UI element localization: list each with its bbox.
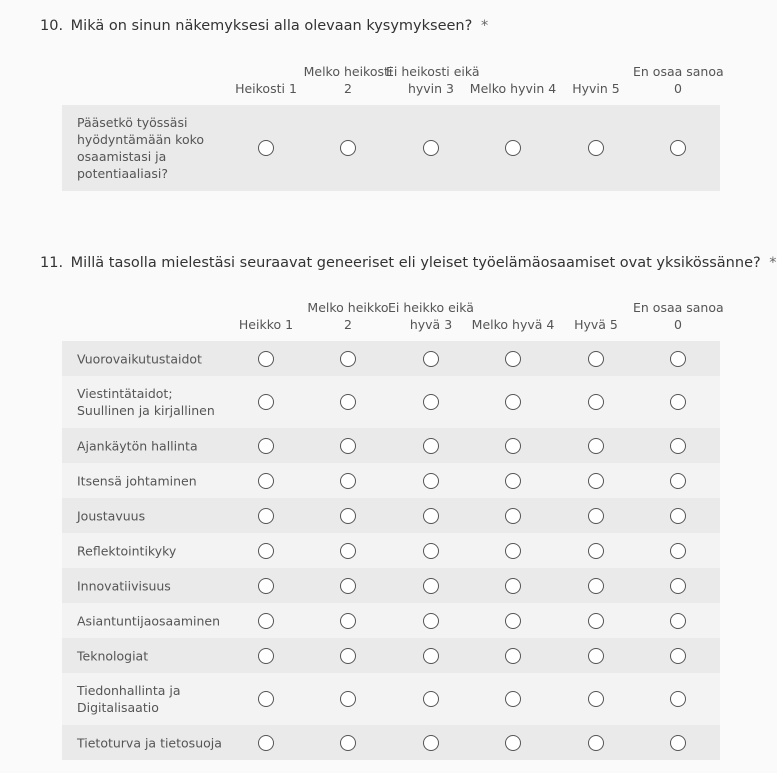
column-header-line2: Melko hyvin 4 (469, 81, 557, 96)
radio-option-5[interactable] (588, 140, 604, 156)
radio-option-2[interactable] (340, 578, 356, 594)
radio-option-6[interactable] (670, 543, 686, 559)
row-label: Ajankäytön hallinta (77, 438, 198, 453)
radio-option-3[interactable] (423, 578, 439, 594)
radio-option-4[interactable] (505, 543, 521, 559)
column-header-line2: 2 (344, 81, 352, 96)
radio-option-2[interactable] (340, 648, 356, 664)
radio-option-1[interactable] (258, 394, 274, 410)
radio-option-5[interactable] (588, 578, 604, 594)
question-11-title (40, 255, 777, 271)
radio-option-1[interactable] (258, 351, 274, 367)
radio-option-3[interactable] (423, 691, 439, 707)
column-header-4 (468, 299, 558, 333)
radio-option-1[interactable] (258, 613, 274, 629)
radio-option-4[interactable] (505, 394, 521, 410)
matrix-row (62, 376, 720, 428)
matrix-row (62, 463, 720, 498)
column-header-line2: 2 (344, 317, 352, 332)
row-label: Viestintätaidot; Suullinen ja kirjallinen (77, 386, 215, 418)
question-text: Millä tasolla mielestäsi seuraavat geneeriset eli yleiset työelämäosaamiset ovat yksikössänne? (70, 255, 761, 271)
column-header-line1: Melko heikko (307, 300, 389, 315)
row-label: Teknologiat (77, 648, 149, 663)
column-header-2 (303, 63, 393, 97)
column-header-1 (221, 299, 311, 333)
radio-option-3[interactable] (423, 351, 439, 367)
column-header-line2: hyvä 3 (409, 317, 453, 332)
radio-option-1[interactable] (258, 508, 274, 524)
column-header-line1: Melko heikosti (303, 64, 393, 79)
column-header-line1 (551, 299, 641, 316)
column-header-line2: 0 (674, 81, 682, 96)
radio-option-4[interactable] (505, 691, 521, 707)
question-text: Mikä on sinun näkemyksesi alla olevaan kysymykseen? (70, 18, 473, 34)
column-header-2 (303, 299, 393, 333)
column-header-line2: Heikko 1 (238, 317, 294, 332)
radio-option-6[interactable] (670, 648, 686, 664)
radio-option-2[interactable] (340, 473, 356, 489)
radio-option-6[interactable] (670, 351, 686, 367)
column-header-3 (386, 299, 476, 333)
radio-option-5[interactable] (588, 648, 604, 664)
radio-option-4[interactable] (505, 351, 521, 367)
matrix-row (62, 673, 720, 725)
column-header-6 (633, 63, 723, 97)
matrix-row (62, 603, 720, 638)
radio-option-1[interactable] (258, 473, 274, 489)
row-label: Tiedonhallinta ja Digitalisaatio (77, 683, 181, 715)
column-header-line1: Ei heikosti eikä (386, 64, 480, 79)
radio-option-5[interactable] (588, 438, 604, 454)
radio-option-6[interactable] (670, 394, 686, 410)
radio-option-3[interactable] (423, 648, 439, 664)
radio-option-2[interactable] (340, 735, 356, 751)
radio-option-3[interactable] (423, 613, 439, 629)
radio-option-6[interactable] (670, 140, 686, 156)
radio-option-4[interactable] (505, 140, 521, 156)
question-number: 10. (40, 18, 64, 34)
matrix-row (62, 341, 720, 376)
column-header-4 (468, 63, 558, 97)
radio-option-5[interactable] (588, 543, 604, 559)
radio-option-3[interactable] (423, 543, 439, 559)
matrix-row (62, 498, 720, 533)
radio-option-1[interactable] (258, 735, 274, 751)
column-header-line1: En osaa sanoa (633, 64, 724, 79)
radio-option-4[interactable] (505, 473, 521, 489)
radio-option-1[interactable] (258, 691, 274, 707)
radio-option-5[interactable] (588, 691, 604, 707)
column-header-line2: 0 (674, 317, 682, 332)
row-label: Innovatiivisuus (77, 578, 171, 593)
radio-option-6[interactable] (670, 691, 686, 707)
required-asterisk: * (769, 255, 777, 271)
radio-option-2[interactable] (340, 691, 356, 707)
column-header-line2: Heikosti 1 (235, 81, 297, 96)
radio-option-3[interactable] (423, 438, 439, 454)
radio-option-4[interactable] (505, 613, 521, 629)
row-label: Itsensä johtaminen (77, 473, 197, 488)
column-header-line1: Ei heikko eikä (388, 300, 474, 315)
radio-option-2[interactable] (340, 438, 356, 454)
radio-option-4[interactable] (505, 648, 521, 664)
column-header-5 (551, 63, 641, 97)
radio-option-6[interactable] (670, 613, 686, 629)
column-header-line2: Hyvin 5 (572, 81, 620, 96)
radio-option-5[interactable] (588, 351, 604, 367)
matrix-row (62, 105, 720, 191)
radio-option-3[interactable] (423, 140, 439, 156)
radio-option-6[interactable] (670, 508, 686, 524)
radio-option-4[interactable] (505, 508, 521, 524)
column-header-line1: En osaa sanoa (633, 300, 724, 315)
radio-option-1[interactable] (258, 438, 274, 454)
column-header-line1 (221, 299, 311, 316)
radio-option-3[interactable] (423, 394, 439, 410)
radio-option-6[interactable] (670, 438, 686, 454)
matrix-row (62, 568, 720, 603)
matrix-row (62, 533, 720, 568)
question-number: 11. (40, 255, 64, 271)
radio-option-1[interactable] (258, 140, 274, 156)
radio-option-5[interactable] (588, 473, 604, 489)
radio-option-5[interactable] (588, 613, 604, 629)
radio-option-5[interactable] (588, 508, 604, 524)
column-header-line1 (468, 299, 558, 316)
radio-option-1[interactable] (258, 578, 274, 594)
radio-option-5[interactable] (588, 394, 604, 410)
column-header-line1 (551, 63, 641, 80)
radio-option-4[interactable] (505, 735, 521, 751)
row-label: Asiantuntijaosaaminen (77, 613, 221, 628)
radio-option-3[interactable] (423, 508, 439, 524)
column-header-3 (386, 63, 480, 97)
radio-option-5[interactable] (588, 735, 604, 751)
column-header-line2: Melko hyvä 4 (471, 317, 555, 332)
radio-option-3[interactable] (423, 735, 439, 751)
matrix-row (62, 428, 720, 463)
radio-option-2[interactable] (340, 351, 356, 367)
row-label: Vuorovaikutustaidot (77, 351, 202, 366)
radio-option-2[interactable] (340, 140, 356, 156)
radio-option-6[interactable] (670, 473, 686, 489)
radio-option-3[interactable] (423, 473, 439, 489)
radio-option-4[interactable] (505, 578, 521, 594)
column-header-1 (221, 63, 311, 97)
column-header-6 (633, 299, 723, 333)
radio-option-6[interactable] (670, 735, 686, 751)
row-label: Pääsetkö työssäsi hyödyntämään koko osaamistasi ja potentiaaliasi? (77, 115, 205, 181)
column-header-line2: Hyvä 5 (574, 317, 618, 332)
matrix-row (62, 638, 720, 673)
matrix-row (62, 725, 720, 760)
radio-option-4[interactable] (505, 438, 521, 454)
radio-option-2[interactable] (340, 394, 356, 410)
column-header-5 (551, 299, 641, 333)
column-header-line2: hyvin 3 (407, 81, 455, 96)
radio-option-6[interactable] (670, 578, 686, 594)
radio-option-2[interactable] (340, 543, 356, 559)
column-header-line1 (468, 63, 558, 80)
radio-option-1[interactable] (258, 648, 274, 664)
radio-option-2[interactable] (340, 508, 356, 524)
row-label: Joustavuus (77, 508, 146, 523)
question-10-title (40, 18, 488, 34)
required-asterisk: * (480, 18, 489, 34)
row-label: Tietoturva ja tietosuoja (77, 735, 222, 750)
column-header-line1 (221, 63, 311, 80)
radio-option-1[interactable] (258, 543, 274, 559)
radio-option-2[interactable] (340, 613, 356, 629)
row-label: Reflektointikyky (77, 543, 177, 558)
